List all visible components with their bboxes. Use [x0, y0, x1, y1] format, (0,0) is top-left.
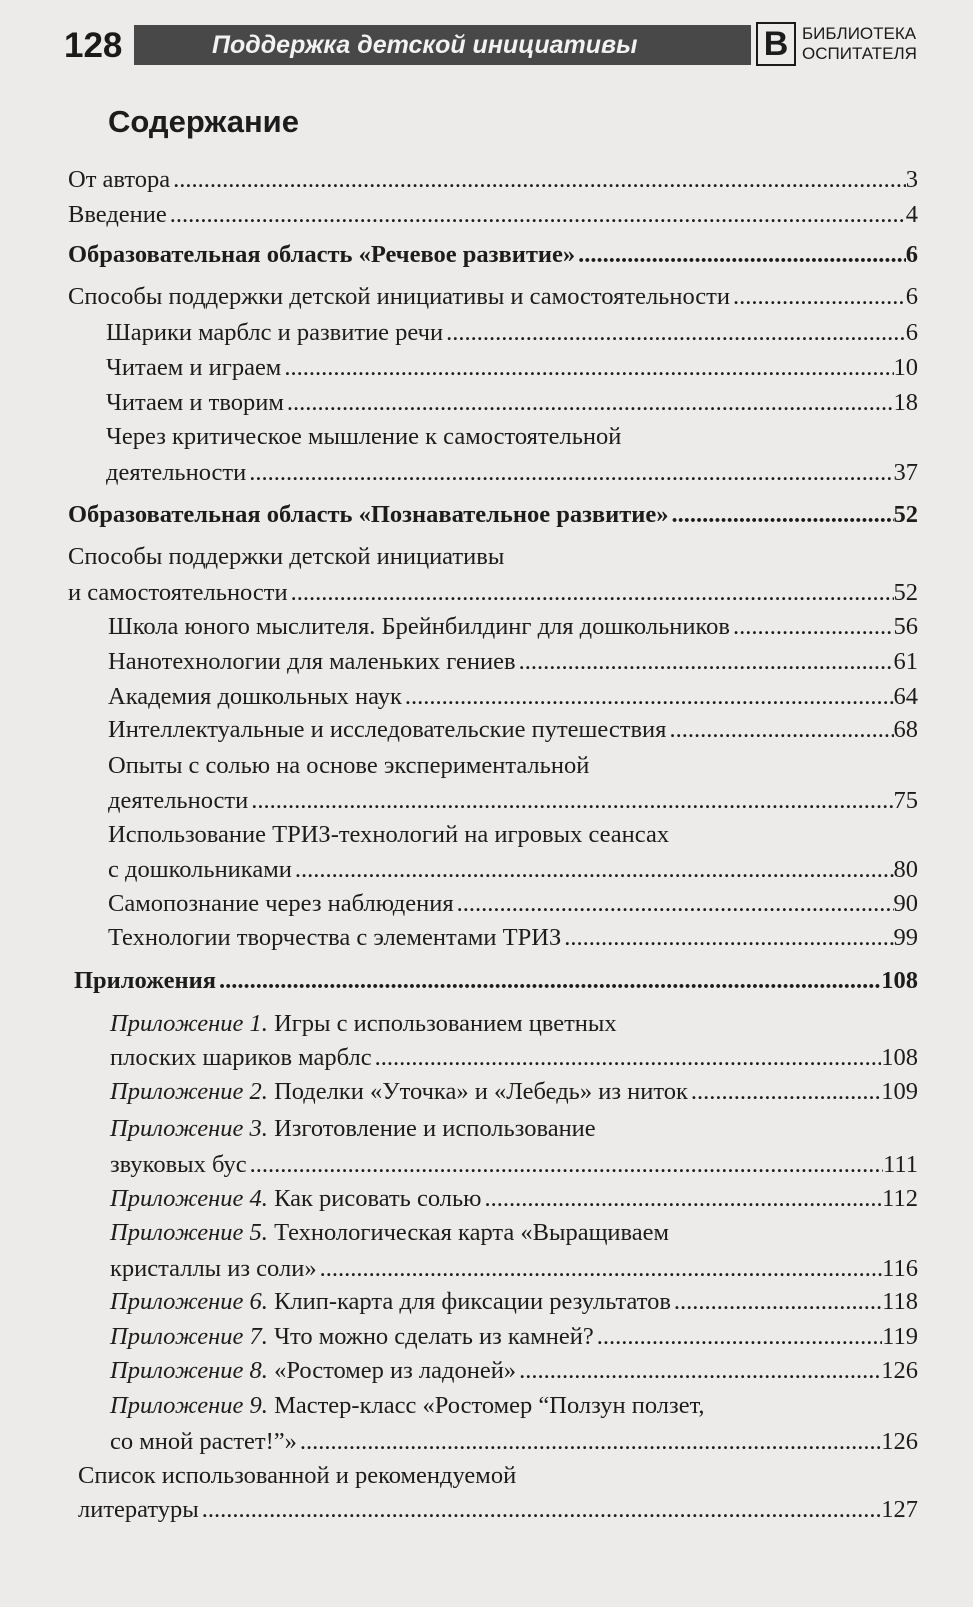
- dot-leader: [292, 855, 894, 885]
- toc-page-number: 127: [881, 1496, 918, 1523]
- toc-entry-text: Шарики марблс и развитие речи: [106, 319, 444, 346]
- toc-page-number: 61: [893, 648, 918, 675]
- toc-page-number: 6: [905, 283, 918, 310]
- dot-leader: [516, 647, 894, 677]
- toc-entry-title: [108, 682, 402, 712]
- toc-entry-text: Приложения: [74, 967, 216, 994]
- toc-entry-title: [110, 1287, 671, 1317]
- toc-page-number: 126: [881, 1428, 918, 1455]
- dot-leader: [167, 200, 906, 230]
- toc-entry-text: От автора: [68, 166, 171, 193]
- toc-entry-title: [108, 855, 292, 885]
- toc-page-number: 3: [905, 166, 918, 193]
- toc-page-number: 80: [893, 856, 918, 883]
- appendix-label: Приложение 6.: [110, 1288, 268, 1315]
- toc-entry-title: [68, 200, 167, 230]
- dot-leader: [730, 612, 894, 642]
- toc-entry-title: [108, 821, 669, 848]
- toc-entry-title: [68, 165, 170, 195]
- toc-entry-text: Введение: [68, 201, 167, 228]
- toc-entry-text: Изготовление и использование: [274, 1115, 596, 1142]
- toc-page-number: 6: [905, 241, 918, 268]
- toc-entry-title: [106, 388, 284, 418]
- toc-entry-title: [110, 1219, 669, 1246]
- toc-entry-text: Игры с использованием цветных: [274, 1010, 617, 1037]
- toc-entry-title: [68, 282, 730, 312]
- toc-entry-text: литературы: [78, 1496, 199, 1523]
- toc-entry-text: Клип-карта для фиксации результатов: [274, 1288, 671, 1315]
- toc-entry-title: [68, 240, 575, 270]
- toc-entry-title: [110, 1010, 617, 1037]
- toc-entry-text: Мастер-класс «Ростомер “Ползун ползет,: [274, 1392, 705, 1419]
- dot-leader: [288, 578, 894, 608]
- dot-leader: [281, 353, 893, 383]
- toc-entry-text: деятельности: [106, 459, 247, 486]
- toc-page-number: 56: [893, 613, 918, 640]
- toc-entry-text: «Ростомер из ладоней»: [274, 1357, 517, 1384]
- dot-leader: [372, 1043, 882, 1073]
- dot-leader: [561, 923, 893, 953]
- toc-entry-text: плоских шариков марблс: [110, 1044, 372, 1071]
- dot-leader: [575, 240, 906, 270]
- dot-leader: [594, 1322, 882, 1352]
- toc-entry-title: [68, 543, 504, 570]
- appendix-label: Приложение 1.: [110, 1010, 268, 1037]
- toc-entry-text: со мной растет!”»: [110, 1428, 297, 1455]
- toc-page-number: 10: [893, 354, 918, 381]
- toc-entry-text: с дошкольниками: [108, 856, 292, 883]
- toc-entry-title: [108, 923, 561, 953]
- toc-page-number: 18: [893, 389, 918, 416]
- toc-page-number: 118: [882, 1288, 918, 1315]
- toc-heading: Содержание: [108, 104, 299, 139]
- toc-entry-text: Через критическое мышление к самостоятельной: [106, 423, 622, 450]
- toc-entry-title: [106, 318, 443, 348]
- dot-leader: [170, 165, 906, 195]
- toc-page-number: 116: [882, 1255, 918, 1282]
- appendix-label: Приложение 8.: [110, 1357, 268, 1384]
- appendix-label: Приложение 9.: [110, 1392, 268, 1419]
- toc-page-number: 108: [881, 967, 918, 994]
- toc-entry-text: Нанотехнологии для маленьких гениев: [108, 648, 516, 675]
- toc-entry-title: [110, 1184, 481, 1214]
- toc-entry-text: Технологическая карта «Выращиваем: [274, 1219, 670, 1246]
- toc-entry-title: [68, 500, 669, 530]
- toc-entry-text: Использование ТРИЗ-технологий на игровых сеансах: [108, 821, 670, 848]
- dot-leader: [443, 318, 906, 348]
- dot-leader: [246, 458, 893, 488]
- toc-entry-text: Как рисовать солью: [274, 1185, 482, 1212]
- toc-entry-text: Технологии творчества с элементами ТРИЗ: [108, 924, 562, 951]
- toc-entry-text: деятельности: [108, 787, 249, 814]
- toc-entry-title: [108, 715, 666, 745]
- toc-entry-text: звуковых бус: [110, 1151, 247, 1178]
- toc-entry-title: [110, 1043, 372, 1073]
- toc-entry-title: [110, 1115, 596, 1142]
- toc-entry-text: Опыты с солью на основе экспериментальной: [108, 752, 590, 779]
- toc-page-number: 126: [881, 1357, 918, 1384]
- toc-entry-title: [68, 578, 288, 608]
- appendix-label: Приложение 3.: [110, 1115, 268, 1142]
- toc-entry-title: [108, 752, 589, 779]
- dot-leader: [669, 500, 894, 530]
- toc-page-number: 112: [882, 1185, 918, 1212]
- toc-entry-title: [110, 1392, 705, 1419]
- logo-line-2: ОСПИТАТЕЛЯ: [802, 44, 917, 63]
- toc-entry-title: [108, 786, 248, 816]
- appendix-label: Приложение 7.: [110, 1323, 268, 1350]
- toc-page-number: 6: [905, 319, 918, 346]
- toc-entry-text: Образовательная область «Познавательное развитие»: [68, 501, 669, 528]
- toc-page-number: 37: [893, 459, 918, 486]
- toc-entry-title: [108, 889, 454, 919]
- toc-entry-title: [110, 1150, 247, 1180]
- toc-entry-text: Школа юного мыслителя. Брейнбилдинг для дошкольников: [108, 613, 730, 640]
- dot-leader: [454, 889, 894, 919]
- toc-entry-title: [110, 1427, 297, 1457]
- toc-page-number: 111: [883, 1151, 918, 1178]
- toc-page-number: 109: [881, 1078, 918, 1105]
- toc-page-number: 52: [893, 579, 918, 606]
- toc-page-number: 108: [881, 1044, 918, 1071]
- toc-page-number: 68: [893, 716, 918, 743]
- dot-leader: [516, 1356, 881, 1386]
- appendix-label: Приложение 2.: [110, 1078, 268, 1105]
- toc-entry-title: [110, 1356, 516, 1386]
- appendix-label: Приложение 5.: [110, 1219, 268, 1246]
- toc-page-number: 119: [882, 1323, 918, 1350]
- dot-leader: [248, 786, 893, 816]
- toc-entry-text: Образовательная область «Речевое развитие»: [68, 241, 576, 268]
- toc-entry-title: [106, 458, 246, 488]
- toc-entry-title: [78, 1495, 199, 1525]
- toc-entry-text: и самостоятельности: [68, 579, 288, 606]
- toc-entry-text: Способы поддержки детской инициативы: [68, 543, 505, 570]
- toc-entry-title: [106, 423, 621, 450]
- toc-page-number: 99: [893, 924, 918, 951]
- appendix-label: Приложение 4.: [110, 1185, 268, 1212]
- toc-entry-title: [78, 1462, 516, 1489]
- toc-entry-title: [74, 966, 216, 996]
- dot-leader: [297, 1427, 881, 1457]
- dot-leader: [216, 966, 881, 996]
- toc-entry-text: Поделки «Уточка» и «Лебедь» из ниток: [274, 1078, 688, 1105]
- toc-entry-text: Список использованной и рекомендуемой: [78, 1462, 517, 1489]
- page-number: 128: [64, 26, 123, 65]
- toc-entry-title: [110, 1254, 317, 1284]
- logo-letter: В: [756, 22, 796, 66]
- dot-leader: [666, 715, 893, 745]
- toc-entry-text: Что можно сделать из камней?: [274, 1323, 594, 1350]
- toc-page-number: 64: [893, 683, 918, 710]
- logo-line-1: БИБЛИОТЕКА: [802, 24, 917, 43]
- toc-entry-title: [106, 353, 281, 383]
- dot-leader: [688, 1077, 881, 1107]
- toc-page-number: 90: [893, 890, 918, 917]
- dot-leader: [402, 682, 894, 712]
- dot-leader: [199, 1495, 881, 1525]
- toc-entry-text: Академия дошкольных наук: [108, 683, 402, 710]
- toc-entry-text: Читаем и творим: [106, 389, 284, 416]
- running-title: Поддержка детской инициативы: [134, 25, 751, 65]
- toc-entry-text: кристаллы из соли»: [110, 1255, 317, 1282]
- dot-leader: [317, 1254, 883, 1284]
- dot-leader: [284, 388, 894, 418]
- dot-leader: [671, 1287, 882, 1317]
- toc-entry-title: [110, 1077, 688, 1107]
- toc-entry-title: [108, 647, 516, 677]
- dot-leader: [247, 1150, 883, 1180]
- dot-leader: [481, 1184, 882, 1214]
- toc-entry-title: [110, 1322, 594, 1352]
- toc-entry-text: Самопознание через наблюдения: [108, 890, 454, 917]
- dot-leader: [730, 282, 906, 312]
- toc-page-number: 52: [893, 501, 918, 528]
- toc-entry-title: [108, 612, 730, 642]
- toc-page-number: 75: [893, 787, 918, 814]
- toc-entry-text: Интеллектуальные и исследовательские путешествия: [108, 716, 667, 743]
- toc-page-number: 4: [905, 201, 918, 228]
- toc-entry-text: Читаем и играем: [106, 354, 282, 381]
- toc-entry-text: Способы поддержки детской инициативы и самостоятельности: [68, 283, 731, 310]
